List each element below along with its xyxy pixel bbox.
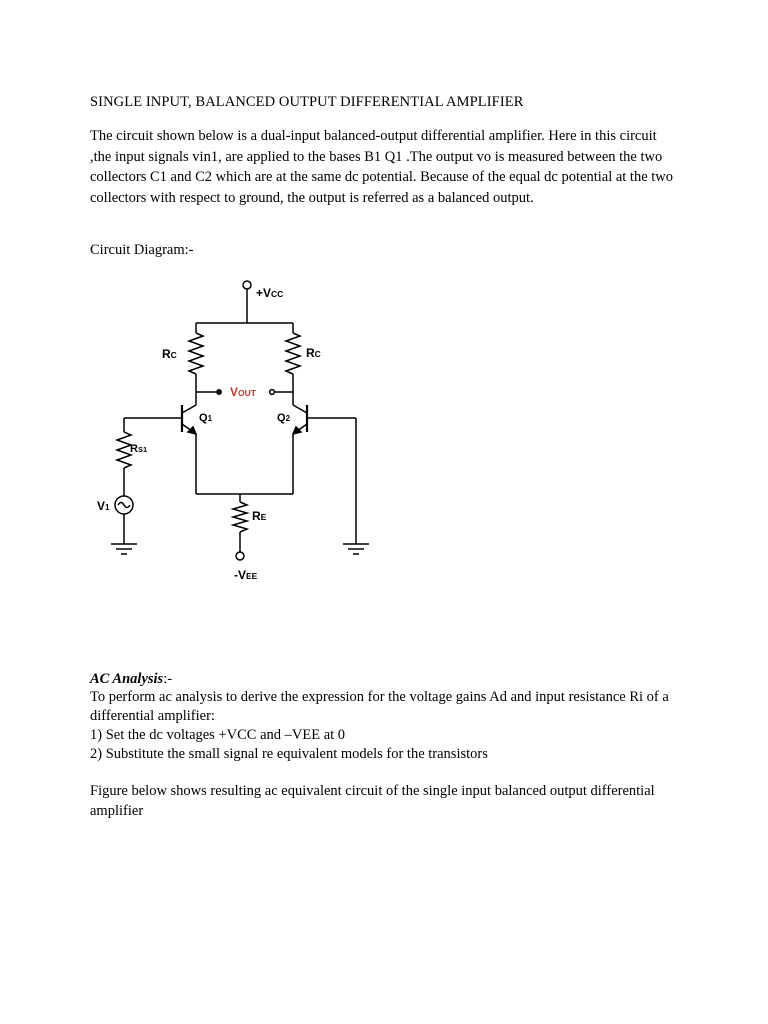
circuit-diagram-label: Circuit Diagram:- bbox=[90, 242, 194, 258]
ac-analysis-intro: To perform ac analysis to derive the expression for the voltage gains Ad and input resistance Ri of a differential amplifier: bbox=[90, 689, 669, 724]
rs1-label: RS1 bbox=[130, 443, 148, 455]
vcc-label: +VCC bbox=[256, 286, 284, 300]
vout-left-node bbox=[217, 390, 221, 394]
ac-analysis-step-1: 1) Set the dc voltages +VCC and –VEE at 0 bbox=[90, 727, 346, 743]
rc-left-resistor bbox=[189, 333, 203, 374]
vee-label: -VEE bbox=[234, 568, 258, 582]
rs1-resistor bbox=[117, 432, 131, 468]
vcc-terminal bbox=[243, 281, 251, 289]
re-label: RE bbox=[252, 509, 267, 523]
rc-left-label: RC bbox=[162, 347, 177, 361]
figure-caption-paragraph: Figure below shows resulting ac equivalent circuit of the single input balanced output differential amplifier bbox=[90, 783, 655, 819]
v1-label: V1 bbox=[97, 499, 110, 513]
ac-analysis-step-2: 2) Substitute the small signal re equivalent models for the transistors bbox=[90, 746, 488, 762]
vee-terminal bbox=[236, 552, 244, 560]
q2-label: Q2 bbox=[277, 412, 291, 424]
vout-label: VOUT bbox=[230, 385, 256, 399]
rc-right-label: RC bbox=[306, 346, 321, 360]
intro-paragraph: The circuit shown below is a dual-input balanced-output differential amplifier. Here in this circuit ,the input signals vin1, are applied to the bases B1 Q1 .The output vo is measured between the two collectors C1 and C2 which are at the same dc potential. Because of the equal dc potential at the two collectors with respect to ground, the output is referred as a balanced output. bbox=[90, 128, 674, 206]
q1-label: Q1 bbox=[199, 412, 213, 424]
re-resistor bbox=[233, 502, 247, 532]
ac-analysis-heading-text: AC Analysis bbox=[90, 671, 164, 687]
ac-analysis-heading-suffix: :- bbox=[163, 671, 173, 687]
document-title: SINGLE INPUT, BALANCED OUTPUT DIFFERENTIAL AMPLIFIER bbox=[90, 94, 524, 110]
sine-icon bbox=[118, 503, 130, 508]
q1-emitter-arrow bbox=[188, 427, 196, 434]
q2-emitter-arrow bbox=[293, 427, 301, 434]
rc-right-resistor bbox=[286, 333, 300, 374]
q2-collector-lead bbox=[293, 405, 307, 413]
vout-right-node bbox=[270, 390, 275, 395]
q1-collector-lead bbox=[182, 405, 196, 413]
